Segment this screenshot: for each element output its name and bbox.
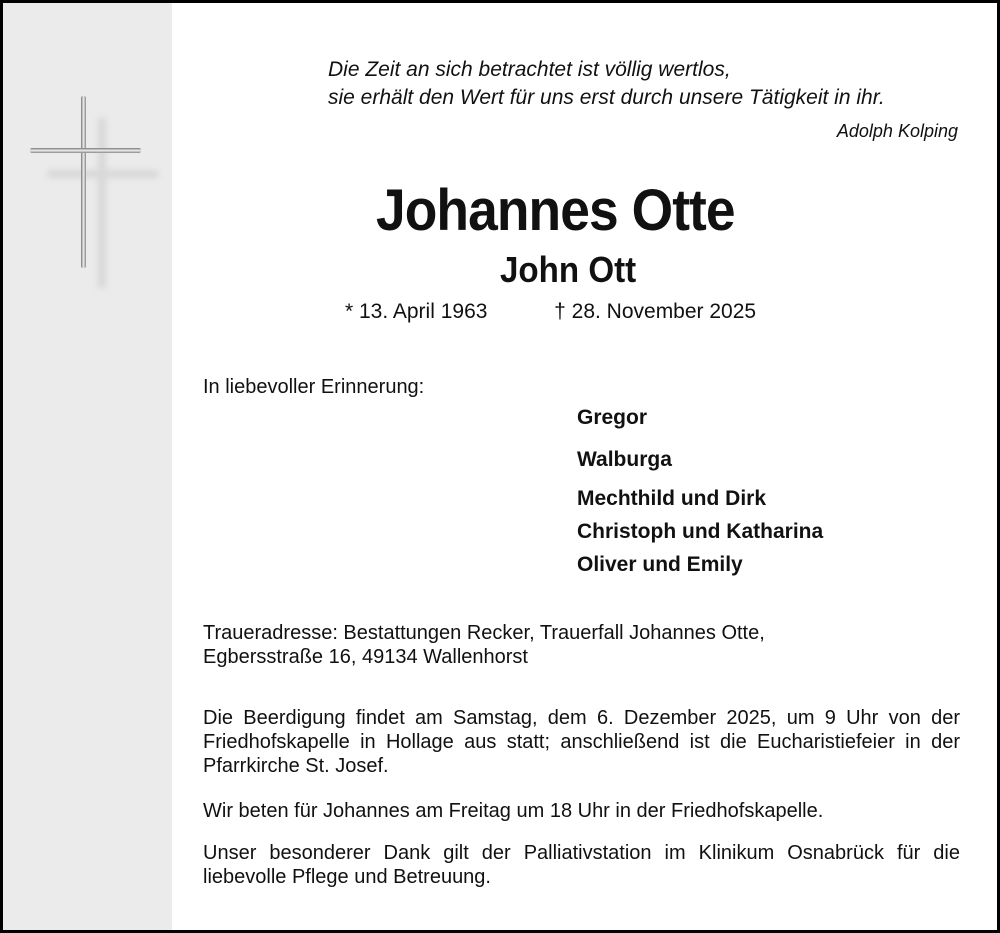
obituary-card — [3, 3, 997, 930]
mourner-name: Mechthild und Dirk — [577, 487, 766, 510]
quote-line: Die Zeit an sich betrachtet ist völlig wertlos, — [328, 58, 731, 81]
cross-icon — [81, 96, 86, 268]
funeral-info: Die Beerdigung findet am Samstag, dem 6. Dezember 2025, um 9 Uhr von der Friedhofskapelle in Hollage aus statt; anschließend ist die Eucharistiefeier in der Pfarrkirche St. Josef. — [203, 707, 960, 777]
mourner-name: Walburga — [577, 448, 672, 471]
deceased-name: Johannes Otte — [376, 178, 735, 243]
quote-line: sie erhält den Wert für uns erst durch unsere Tätigkeit in ihr. — [328, 86, 885, 109]
sidebar-panel — [3, 3, 172, 930]
deceased-alias: John Ott — [500, 249, 637, 290]
cross-icon — [30, 148, 141, 153]
address-line: Egbersstraße 16, 49134 Wallenhorst — [203, 646, 528, 668]
birth-date: * 13. April 1963 — [345, 300, 488, 323]
cross-shadow — [48, 170, 158, 178]
death-date: † 28. November 2025 — [554, 300, 757, 323]
life-dates — [345, 300, 756, 324]
quote-author: Adolph Kolping — [836, 121, 958, 141]
mourning-address — [203, 621, 960, 669]
address-line: Traueradresse: Bestattungen Recker, Trauerfall Johannes Otte, — [203, 622, 765, 644]
mourner-name: Gregor — [577, 406, 648, 429]
cross-shadow — [98, 118, 106, 288]
quote — [328, 56, 885, 112]
prayer-info: Wir beten für Johannes am Freitag um 18 Uhr in der Friedhofskapelle. — [203, 800, 824, 822]
mourner-name: Oliver und Emily — [577, 553, 743, 576]
mourner-name: Christoph und Katharina — [577, 520, 824, 543]
mourners-intro: In liebevoller Erinnerung: — [203, 376, 425, 398]
thanks-note: Unser besonderer Dank gilt der Palliativstation im Klinikum Osnabrück für die liebevolle Pflege und Betreuung. — [203, 842, 960, 888]
